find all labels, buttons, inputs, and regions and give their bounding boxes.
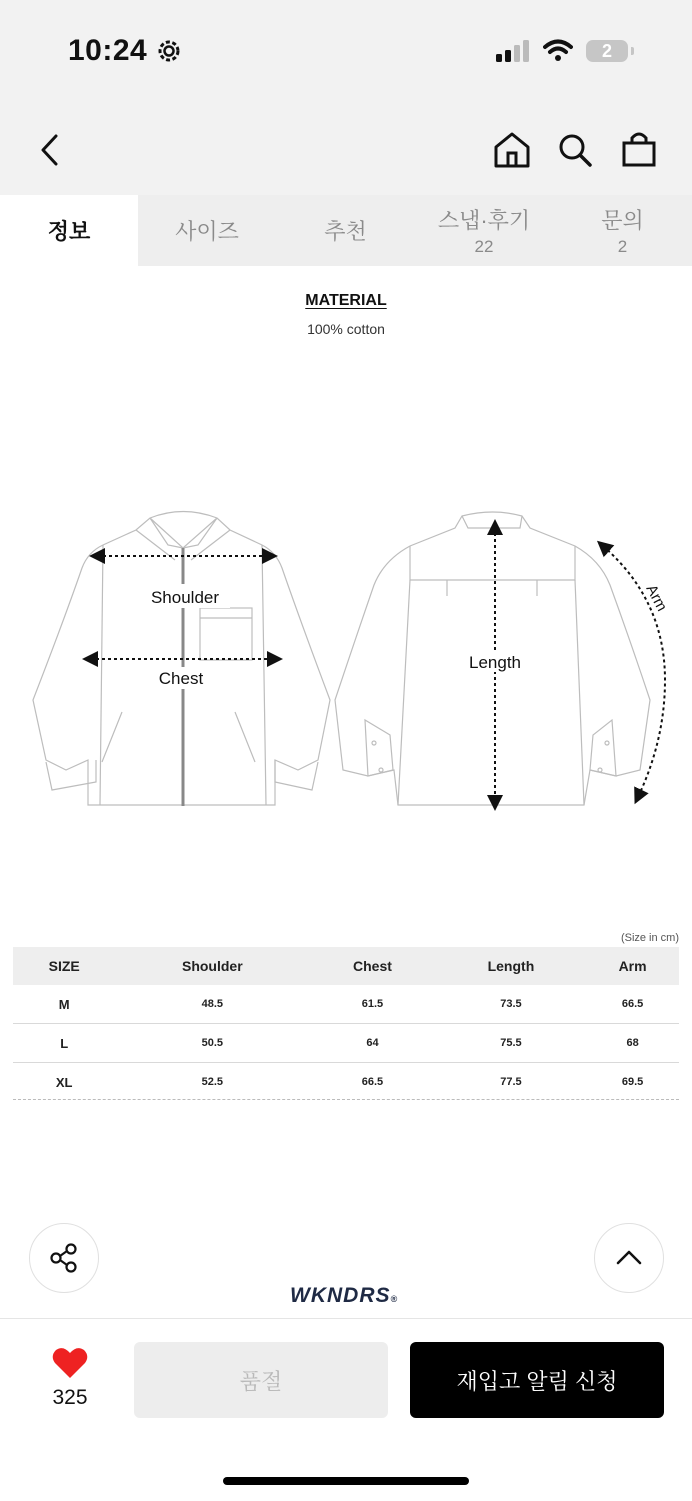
row-chest: 64 — [309, 1024, 435, 1063]
header-shoulder: Shoulder — [115, 947, 309, 985]
size-guide-diagram — [0, 500, 692, 820]
tab-inquiry-count: 2 — [617, 237, 628, 256]
chevron-up-icon — [615, 1248, 643, 1268]
diagram-label-arm: Arm — [642, 581, 671, 615]
tab-size-label: 사이즈 — [175, 219, 239, 244]
material-heading: MATERIAL — [305, 292, 387, 309]
home-icon[interactable] — [493, 131, 531, 169]
row-shoulder: 50.5 — [115, 1024, 309, 1063]
tab-inquiry[interactable] — [553, 195, 692, 266]
tab-size[interactable] — [138, 195, 276, 266]
tab-reviews-label: 스냅·후기 — [437, 208, 531, 233]
tab-recommend-label: 추천 — [324, 219, 367, 244]
size-table — [13, 947, 679, 1101]
table-row — [13, 1063, 679, 1102]
tab-info[interactable] — [0, 195, 138, 266]
row-shoulder: 48.5 — [115, 985, 309, 1024]
product-tabs — [0, 195, 692, 266]
size-table-header — [13, 947, 679, 985]
wifi-icon — [543, 38, 573, 62]
tab-reviews-count: 22 — [474, 237, 494, 256]
status-bar — [0, 0, 692, 100]
row-chest: 66.5 — [361, 1076, 384, 1088]
top-nav-bar — [0, 100, 692, 195]
diagram-label-chest: Chest — [158, 669, 204, 688]
material-value: 100% cotton — [307, 321, 385, 337]
status-time: 10:24 — [68, 34, 148, 67]
shopping-bag-icon[interactable] — [621, 130, 657, 168]
restock-alert-button[interactable]: 재입고 알림 신청 — [410, 1342, 664, 1418]
header-arm: Arm — [586, 947, 679, 985]
table-row — [13, 985, 679, 1024]
row-arm: 69.5 — [621, 1076, 644, 1088]
tab-info-label: 정보 — [47, 219, 91, 244]
row-chest: 61.5 — [309, 985, 435, 1024]
size-unit-note: (Size in cm) — [620, 932, 679, 944]
sold-out-button: 품절 — [134, 1342, 388, 1418]
row-size: XL — [55, 1074, 73, 1090]
row-size: M — [13, 985, 115, 1024]
share-button[interactable] — [29, 1223, 99, 1293]
row-length: 75.5 — [436, 1024, 586, 1063]
row-arm: 68 — [586, 1024, 679, 1063]
row-size: L — [13, 1024, 115, 1063]
scroll-top-button[interactable] — [594, 1223, 664, 1293]
search-icon[interactable] — [557, 132, 593, 168]
like-heart-icon[interactable] — [52, 1347, 88, 1379]
header-chest: Chest — [309, 947, 435, 985]
back-chevron-icon[interactable] — [38, 134, 62, 166]
header-length: Length — [436, 947, 586, 985]
like-count: 325 — [52, 1386, 88, 1409]
diagram-label-length: Length — [469, 653, 521, 672]
settings-gear-icon — [156, 38, 182, 64]
table-divider — [13, 1099, 679, 1100]
header-size: SIZE — [13, 947, 115, 985]
table-row — [13, 1024, 679, 1063]
row-shoulder: 52.5 — [201, 1076, 224, 1088]
row-length: 73.5 — [436, 985, 586, 1024]
tab-recommend[interactable] — [276, 195, 415, 266]
row-length: 77.5 — [500, 1076, 522, 1088]
diagram-label-shoulder: Shoulder — [150, 588, 220, 607]
tab-reviews[interactable] — [415, 195, 553, 266]
battery-level: 2 — [586, 40, 628, 62]
home-indicator — [223, 1477, 469, 1485]
brand-logo: WKNDRS® — [290, 1284, 399, 1307]
row-arm: 66.5 — [586, 985, 679, 1024]
share-icon — [47, 1241, 81, 1275]
cellular-signal-icon — [496, 40, 532, 62]
tab-inquiry-label: 문의 — [601, 208, 644, 233]
battery-tip — [631, 47, 634, 55]
